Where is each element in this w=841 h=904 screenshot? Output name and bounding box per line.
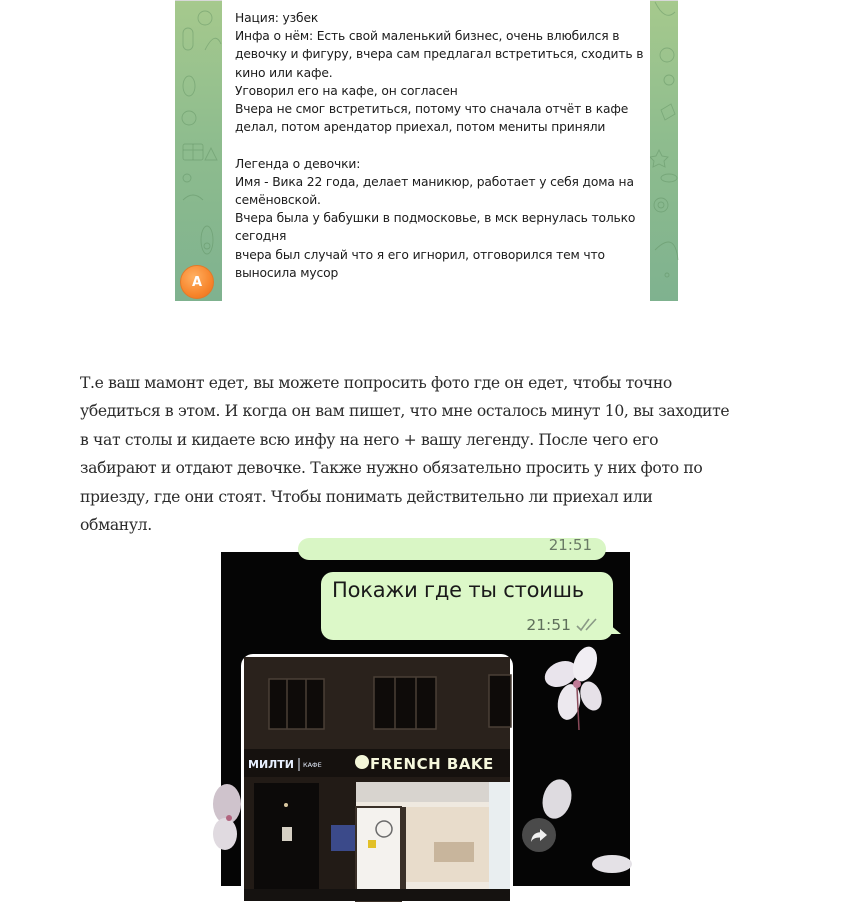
photo-attachment[interactable] [241, 654, 513, 904]
svg-text:КАФЕ: КАФЕ [303, 761, 322, 769]
message-line: Имя - Вика 22 года, делает маникюр, работает у себя дома на [235, 174, 634, 189]
bubble-tail [609, 624, 621, 634]
storefront-photo [244, 657, 510, 901]
forward-arrow-icon [530, 827, 548, 843]
paragraph-line: обманул. [80, 516, 152, 535]
telegram-chat-screenshot [175, 0, 678, 301]
blank-line [235, 136, 638, 154]
article-paragraph [80, 369, 780, 539]
message-line: Инфа о нём: Есть свой маленький бизнес, очень влюбился в [235, 29, 620, 44]
message-time: 21:51 [548, 536, 592, 554]
message-line: Легенда о девочки: [235, 156, 361, 171]
flower-petal-icon [539, 777, 575, 823]
outgoing-message-bubble [321, 572, 613, 640]
message-line: кино или кафе. [235, 65, 333, 80]
message-line: выносила мусор [235, 265, 339, 280]
message-text: Покажи где ты стоишь [332, 578, 584, 602]
avatar: A [180, 265, 214, 299]
paragraph-line: приезду, где они стоят. Чтобы понимать действительно ли приехал или [80, 487, 653, 506]
message-line: Вчера не смог встретиться, потому что сначала отчёт в кафе [235, 102, 629, 117]
svg-text:FRENCH BAKE: FRENCH BAKE [370, 755, 494, 773]
paragraph-line: в чат столы и кидаете всю инфу на него + вашу легенду. После чего его [80, 430, 659, 449]
message-line: девочку и фигуру, вчера сам предлагал встретиться, сходить в [235, 47, 644, 62]
message-line: Вчера была у бабушки в подмосковье, в мск вернулась только [235, 211, 636, 226]
flower-petal-icon [539, 644, 609, 734]
forward-button[interactable] [522, 818, 556, 852]
message-line: делал, потом арендатор приехал, потом мениты приняли [235, 120, 606, 135]
message-line: вчера был случай что я его игнорил, отговорился тем что [235, 247, 605, 262]
double-check-icon [575, 618, 601, 632]
message-time: 21:51 [526, 616, 571, 634]
message-line: семёновской. [235, 193, 321, 208]
message-line: Нация: узбек [235, 11, 319, 25]
message-line: Уговорил его на кафе, он согласен [235, 83, 458, 98]
paragraph-line: убедиться в этом. И когда он вам пишет, что мне осталось минут 10, вы заходите [80, 402, 730, 421]
message-bubble [222, 0, 650, 301]
previous-message-bubble [298, 538, 606, 560]
whatsapp-chat-screenshot [221, 536, 630, 886]
flower-petal-icon [221, 782, 243, 852]
message-line: сегодня [235, 229, 287, 244]
paragraph-line: забирают и отдают девочке. Также нужно обязательно просить у них фото по [80, 459, 703, 478]
svg-text:МИЛТИ: МИЛТИ [248, 758, 294, 771]
paragraph-line: Т.е ваш мамонт едет, вы можете попросить фото где он едет, чтобы точно [80, 374, 672, 392]
flower-petal-icon [590, 852, 630, 874]
